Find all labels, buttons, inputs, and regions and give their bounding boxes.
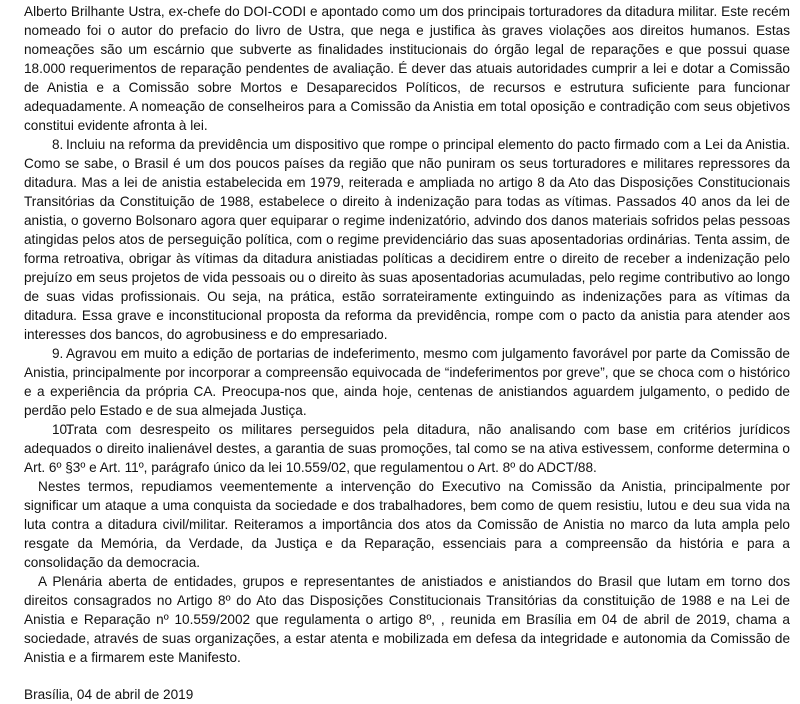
paragraph-text: A Plenária aberta de entidades, grupos e representantes de anistiados e anistiandos do Brasil que lutam em torno dos direitos consagrados no Artigo 8º do Ato das Disposições Constitucionais Transitórias da constituição de 1988 e na Lei de Anistia e Reparação nº 10.559/2002 que regulamenta o artigo 8º, , reunida em Brasília em 04 de abril de 2019, chama a sociedade, através de suas organizações, a estar atenta e mobilizada em defesa da integridade e autonomia da Comissão de Anistia e a firmarem este Manifesto. xyxy=(24,574,790,665)
item-number: 10. xyxy=(52,422,71,437)
paragraph-item-10 xyxy=(24,420,790,477)
paragraph-text: Nestes termos, repudiamos veementemente a intervenção do Executivo na Comissão da Anistia, principalmente por significar um ataque a uma conquista da sociedade e dos trabalhadores, bem como de quem resistiu, lutou e deu sua vida na luta contra a ditadura civil/militar. Reiteramos a importância dos atos da Comissão de Anistia no marco da luta ampla pelo resgate da Memória, da Verdade, da Justiça e da Reparação, essenciais para a compreensão da história e para a consolidação da democracia. xyxy=(24,479,790,570)
paragraph-plenary xyxy=(24,572,790,667)
paragraph-item-8 xyxy=(24,135,790,344)
paragraph-text: Incluiu na reforma da previdência um dispositivo que rompe o principal elemento do pacto firmado com a Lei da Anistia. Como se sabe, o Brasil é um dos poucos países da região que não puniram os seus torturadores e militares repressores da ditadura. Mas a lei de anistia estabelecida em 1979, reiterada e ampliada no artigo 8 da Ato das Disposições Constitucionais Transitórias da Constituição de 1988, estabelece o direito à indenização para todas as vítimas. Passados 40 anos da lei de anistia, o governo Bolsonaro agora quer equiparar o regime indenizatório, advindo dos danos materiais sofridos pelas pessoas atingidas pelos atos de perseguição política, com o regime previdenciário das suas aposentadorias ordinárias. Tenta assim, de forma retroativa, obrigar às vítimas da ditadura anistiadas políticas a decidirem entre o direito de receber a indenização pelo prejuízo em seus projetos de vida pessoais ou o direito às suas aposentadorias acumuladas, pelo regime contributivo ao longo de suas vidas profissionais. Ou seja, na prática, estão sorrateiramente extinguindo as indenizações para as vítimas da ditadura. Essa grave e inconstitucional proposta da reforma da previdência, rompe com o pacto da anistia para atender aos interesses dos bancos, do agrobusiness e do empresariado. xyxy=(24,137,790,342)
paragraph-conclusion xyxy=(24,477,790,572)
item-number: 9. xyxy=(52,346,64,361)
paragraph-text: Trata com desrespeito os militares perseguidos pela ditadura, não analisando com base em critérios jurídicos adequados o direito inalienável destes, a garantia de suas promoções, tal como se na ativa estivessem, conforme determina o Art. 6º §3º e Art. 11º, parágrafo único da lei 10.559/02, que regulamentou o Art. 8º do ADCT/88. xyxy=(24,422,790,475)
paragraph-item-9 xyxy=(24,344,790,420)
paragraph-text: Agravou em muito a edição de portarias de indeferimento, mesmo com julgamento favorável por parte da Comissão de Anistia, principalmente por incorporar a compreensão equivocada de “indeferimentos por greve”, que se choca com o histórico e a experiência da própria CA. Preocupa-nos que, ainda hoje, centenas de anistiandos aguardem julgamento, o pedido de perdão pelo Estado e de sua almejada Justiça. xyxy=(24,346,790,418)
paragraph-text: Alberto Brilhante Ustra, ex-chefe do DOI-CODI e apontado como um dos principais torturadores da ditadura militar. Este recém nomeado foi o autor do prefacio do livro de Ustra, que nega e justifica às graves violações aos direitos humanos. Estas nomeações são um escárnio que subverte as finalidades institucionais do órgão legal de reparações e que possui quase 18.000 requerimentos de reparação pendentes de avaliação. É dever das atuais autoridades cumprir a lei e dotar a Comissão de Anistia e a Comissão sobre Mortos e Desaparecidos Políticos, de recursos e estrutura suficiente para funcionar adequadamente. A nomeação de conselheiros para a Comissão da Anistia em total oposição e contradição com seus objetivos constitui evidente afronta à lei. xyxy=(24,4,790,133)
closing-date: Brasília, 04 de abril de 2019 xyxy=(24,687,194,702)
paragraph-continuation xyxy=(24,2,790,135)
spacer xyxy=(24,667,790,685)
item-number: 8. xyxy=(52,137,64,152)
